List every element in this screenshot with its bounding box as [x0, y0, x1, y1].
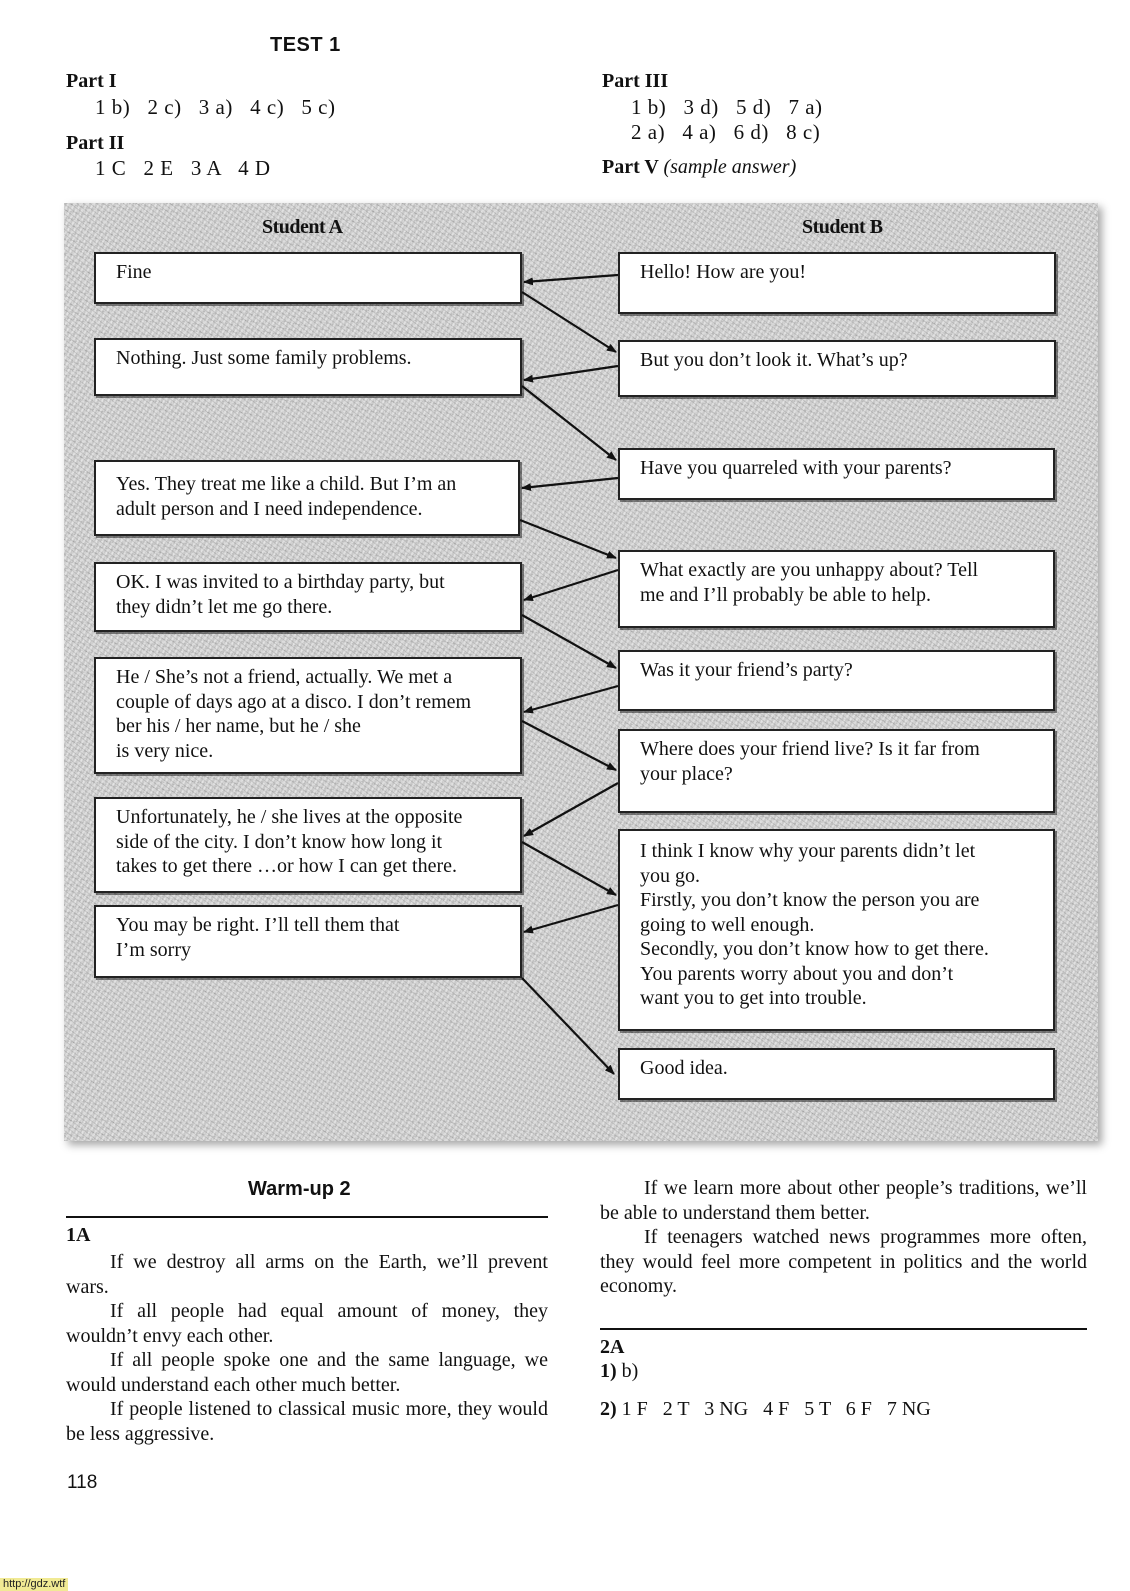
section-2a-item-2 [600, 1398, 931, 1421]
student-b-line-4 [618, 550, 1055, 628]
student-a-line-1 [94, 252, 522, 304]
line: You parents worry about you and don’t [640, 962, 954, 985]
paragraph: If all people had equal amount of money, they wouldn’t envy each other. [66, 1300, 548, 1347]
line: But you don’t look it. What’s up? [640, 349, 908, 371]
line: Unfortunately, he / she lives at the opposite [116, 806, 463, 828]
item-number: 2) [600, 1398, 617, 1420]
line: I’m sorry [116, 938, 191, 961]
part-1-label: Part I [66, 70, 117, 92]
line: Where does your friend live? Is it far from [640, 738, 980, 760]
line: you go. [640, 864, 700, 887]
part-3-answers-line1: 1 b) 3 d) 5 d) 7 a) [631, 95, 823, 119]
line: want you to get into trouble. [640, 987, 867, 1009]
part-2-answers: 1 C 2 E 3 A 4 D [95, 156, 271, 180]
line: side of the city. I don’t know how long it [116, 830, 443, 853]
student-b-line-8 [618, 1048, 1055, 1100]
line: ber his / her name, but he / she [116, 715, 361, 737]
student-b-line-3 [618, 448, 1055, 500]
part-2-label: Part II [66, 132, 125, 154]
line: Nothing. Just some family problems. [116, 347, 412, 369]
student-b-line-7 [618, 829, 1055, 1031]
line: Good idea. [640, 1057, 728, 1079]
student-b-header: Student B [802, 216, 883, 238]
part-3-answers-line2: 2 a) 4 a) 6 d) 8 c) [631, 120, 821, 144]
line: me and I’ll probably be able to help. [640, 583, 932, 606]
paragraph: If teenagers watched news programmes more often, they would feel more competent in politics and the world economy. [600, 1226, 1087, 1297]
page-number: 118 [67, 1472, 98, 1493]
student-a-line-4 [94, 562, 522, 632]
item-answer: 1 F 2 T 3 NG 4 F 5 T 6 F 7 NG [621, 1398, 931, 1420]
line: OK. I was invited to a birthday party, but [116, 571, 445, 593]
paragraph: If we learn more about other people’s traditions, we’ll be able to understand them better. [600, 1177, 1087, 1224]
part-5-label [602, 156, 796, 179]
part-3-label: Part III [602, 70, 669, 92]
student-b-line-5 [618, 650, 1055, 711]
line: Hello! How are you! [640, 261, 807, 283]
warmup-title: Warm-up 2 [248, 1178, 351, 1200]
line: Was it your friend’s party? [640, 659, 853, 681]
test-title: TEST 1 [270, 34, 341, 56]
line: Firstly, you don’t know the person you are [640, 889, 980, 911]
part-5-label-text: Part V [602, 156, 659, 178]
part-5-note: (sample answer) [663, 156, 797, 178]
student-a-line-5 [94, 657, 522, 774]
student-a-line-7 [94, 905, 522, 978]
section-2a-label: 2A [600, 1336, 625, 1358]
item-number: 1) [600, 1360, 617, 1382]
line: You may be right. I’ll tell them that [116, 914, 400, 936]
line: Yes. They treat me like a child. But I’m an [116, 473, 457, 495]
line: What exactly are you unhappy about? Tell [640, 559, 979, 581]
line: going to well enough. [640, 913, 815, 936]
line: adult person and I need independence. [116, 497, 423, 520]
watermark-link[interactable]: http://gdz.wtf [0, 1578, 68, 1591]
paragraph: If people listened to classical music more, they would be less aggressive. [66, 1398, 548, 1445]
line: your place? [640, 762, 733, 785]
line: Secondly, you don’t know how to get there. [640, 938, 989, 960]
line: Fine [116, 261, 152, 283]
student-b-line-1 [618, 252, 1056, 314]
student-a-line-6 [94, 797, 522, 893]
divider [600, 1328, 1087, 1330]
student-a-line-3 [94, 460, 520, 536]
paragraph: If we destroy all arms on the Earth, we’ll prevent wars. [66, 1251, 548, 1298]
section-1a-label: 1A [66, 1224, 91, 1246]
section-2a-item-1 [600, 1360, 638, 1383]
line: takes to get there …or how I can get there. [116, 855, 457, 877]
student-b-line-2 [618, 340, 1056, 397]
section-1a-right-column [600, 1176, 1087, 1299]
student-b-line-6 [618, 729, 1055, 813]
line: couple of days ago at a disco. I don’t remem [116, 690, 472, 713]
line: they didn’t let me go there. [116, 595, 333, 618]
divider [66, 1216, 548, 1218]
section-1a-left-column [66, 1250, 548, 1446]
line: I think I know why your parents didn’t let [640, 840, 976, 862]
student-a-line-2 [94, 338, 522, 396]
line: Have you quarreled with your parents? [640, 457, 952, 479]
student-a-header: Student A [262, 216, 343, 238]
part-1-answers: 1 b) 2 c) 3 a) 4 c) 5 c) [95, 95, 336, 119]
line: He / She’s not a friend, actually. We met a [116, 666, 453, 688]
line: is very nice. [116, 739, 214, 762]
item-answer: b) [621, 1360, 639, 1382]
paragraph: If all people spoke one and the same language, we would understand each other much better. [66, 1349, 548, 1396]
